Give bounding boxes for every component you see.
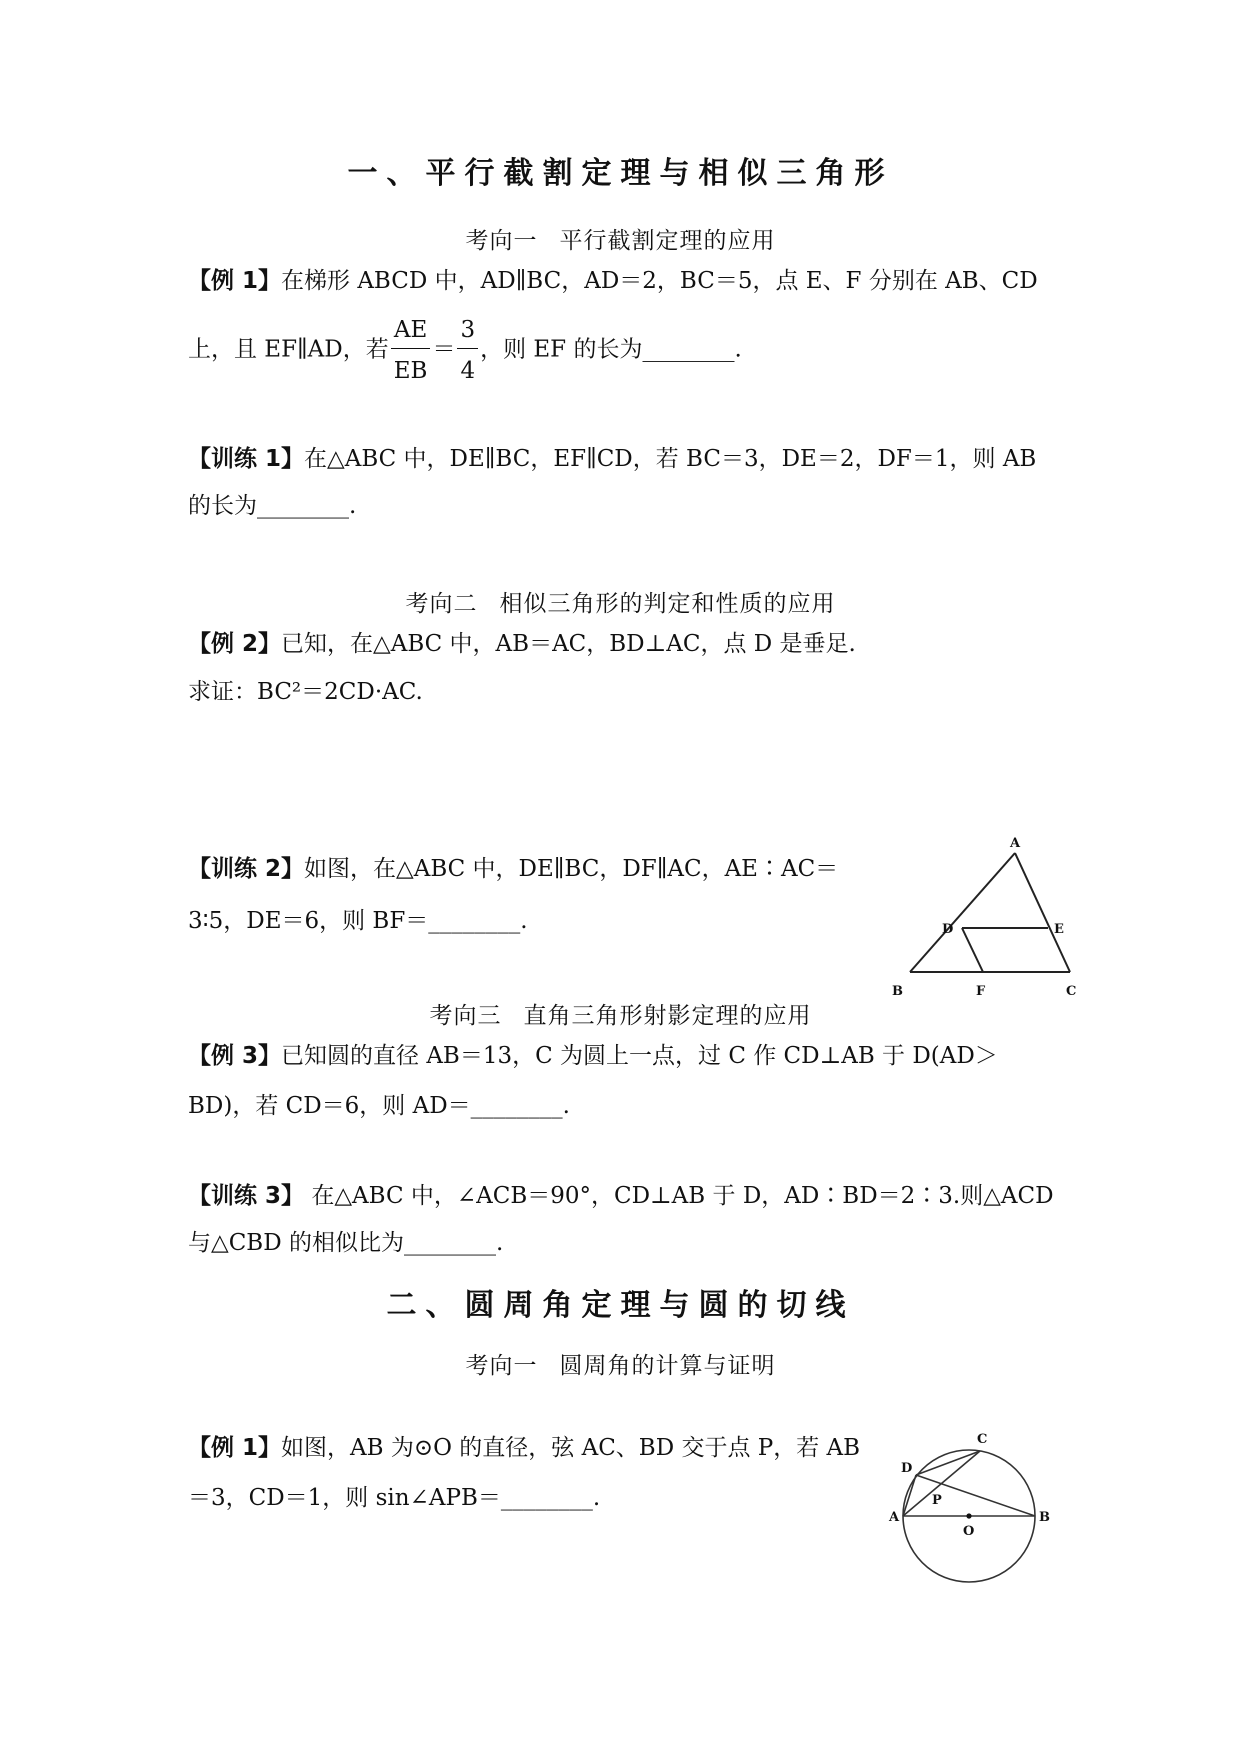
label-o: O xyxy=(963,1524,975,1539)
example-1-line-1 xyxy=(188,270,1038,293)
label-a: A xyxy=(889,1510,900,1525)
topic-3-text: 直角三角形射影定理的应用 xyxy=(523,1003,812,1029)
topic-3-heading xyxy=(0,997,1241,1030)
label-a: A xyxy=(1010,836,1021,851)
example-3-line-2: BD)，若 CD＝6，则 AD＝________. xyxy=(188,1093,570,1119)
training-1-line-1 xyxy=(188,448,1036,471)
training-3-line-1 xyxy=(188,1185,1054,1208)
topic-4-heading xyxy=(0,1347,1241,1380)
topic-2-text: 相似三角形的判定和性质的应用 xyxy=(499,591,836,617)
fraction-ae-eb xyxy=(391,318,431,383)
training-2-text-1: 如图，在△ABC 中，DE∥BC，DF∥AC，AE∶AC＝ xyxy=(304,856,839,882)
example-1-text-1: 在梯形 ABCD 中，AD∥BC，AD＝2，BC＝5，点 E、F 分别在 AB、CD xyxy=(281,268,1038,294)
label-d: D xyxy=(901,1461,913,1476)
topic-1-text: 平行截割定理的应用 xyxy=(559,228,776,254)
triangle-figure xyxy=(880,830,1090,1000)
segment-df xyxy=(962,928,983,972)
fraction-1-denominator: EB xyxy=(393,358,428,385)
fraction-3-4 xyxy=(457,318,478,383)
example-2-line-1 xyxy=(188,633,856,656)
topic-2-heading xyxy=(0,585,1241,618)
example-1-label: 【例 1】 xyxy=(188,268,282,294)
example-4-label: 【例 1】 xyxy=(188,1435,282,1461)
training-1-text-1: 在△ABC 中，DE∥BC，EF∥CD，若 BC＝3，DE＝2，DF＝1，则 AB xyxy=(304,446,1037,472)
example-2-text-1: 已知，在△ABC 中，AB＝AC，BD⊥AC，点 D 是垂足. xyxy=(281,631,856,657)
example-2-label: 【例 2】 xyxy=(188,631,282,657)
example-3-label: 【例 3】 xyxy=(188,1043,282,1069)
topic-4-text: 圆周角的计算与证明 xyxy=(559,1353,776,1379)
fraction-1-numerator: AE xyxy=(391,318,431,349)
label-c: C xyxy=(1066,984,1077,999)
training-2-line-1 xyxy=(188,858,838,881)
example-3-text-1: 已知圆的直径 AB＝13，C 为圆上一点，过 C 作 CD⊥AB 于 D(AD＞ xyxy=(281,1043,998,1069)
segment-ac xyxy=(1015,853,1070,972)
example-1-text-2-pre: 上，且 EF∥AD，若 xyxy=(188,336,389,363)
training-2-line-2: 3∶5，DE＝6，则 BF＝________. xyxy=(188,908,528,934)
training-3-label: 【训练 3】 xyxy=(188,1183,305,1209)
example-1-line-2 xyxy=(188,318,742,383)
topic-4-label: 考向一 xyxy=(465,1353,538,1379)
example-3-line-1 xyxy=(188,1045,998,1068)
segment-ab xyxy=(910,853,1015,972)
label-e: E xyxy=(1054,922,1064,937)
training-1-line-2: 的长为________. xyxy=(188,493,357,519)
topic-1-label: 考向一 xyxy=(465,228,538,254)
fraction-2-denominator: 4 xyxy=(460,358,476,385)
example-4-line-1 xyxy=(188,1437,860,1460)
equals-sign: ＝ xyxy=(432,336,456,363)
example-4-line-2: ＝3，CD＝1，则 sin∠APB＝________. xyxy=(188,1485,601,1511)
training-3-line-2: 与△CBD 的相似比为________. xyxy=(188,1230,504,1256)
topic-1-heading xyxy=(0,222,1241,255)
example-4-text-1: 如图，AB 为⊙O 的直径，弦 AC、BD 交于点 P，若 AB xyxy=(281,1435,861,1461)
label-c: C xyxy=(977,1432,988,1447)
example-2-line-2: 求证：BC²＝2CD·AC. xyxy=(188,679,423,705)
circle-figure xyxy=(880,1425,1080,1605)
label-d: D xyxy=(942,922,954,937)
training-1-label: 【训练 1】 xyxy=(188,446,305,472)
topic-2-label: 考向二 xyxy=(405,591,478,617)
section-2-title: 二、圆周角定理与圆的切线 xyxy=(386,1288,855,1323)
label-p: P xyxy=(932,1493,942,1508)
label-f: F xyxy=(976,984,986,999)
topic-3-label: 考向三 xyxy=(429,1003,502,1029)
training-2-label: 【训练 2】 xyxy=(188,856,305,882)
center-point xyxy=(966,1513,971,1518)
training-3-text-1: 在△ABC 中，∠ACB＝90°，CD⊥AB 于 D，AD∶BD＝2∶3.则△ACD xyxy=(304,1183,1054,1209)
label-b: B xyxy=(892,984,903,999)
chord-dc xyxy=(916,1451,980,1475)
fraction-2-numerator: 3 xyxy=(457,318,478,349)
section-1-title: 一、平行截割定理与相似三角形 xyxy=(347,156,894,191)
label-b: B xyxy=(1039,1510,1050,1525)
example-1-text-2-post: ，则 EF 的长为________. xyxy=(480,336,742,363)
